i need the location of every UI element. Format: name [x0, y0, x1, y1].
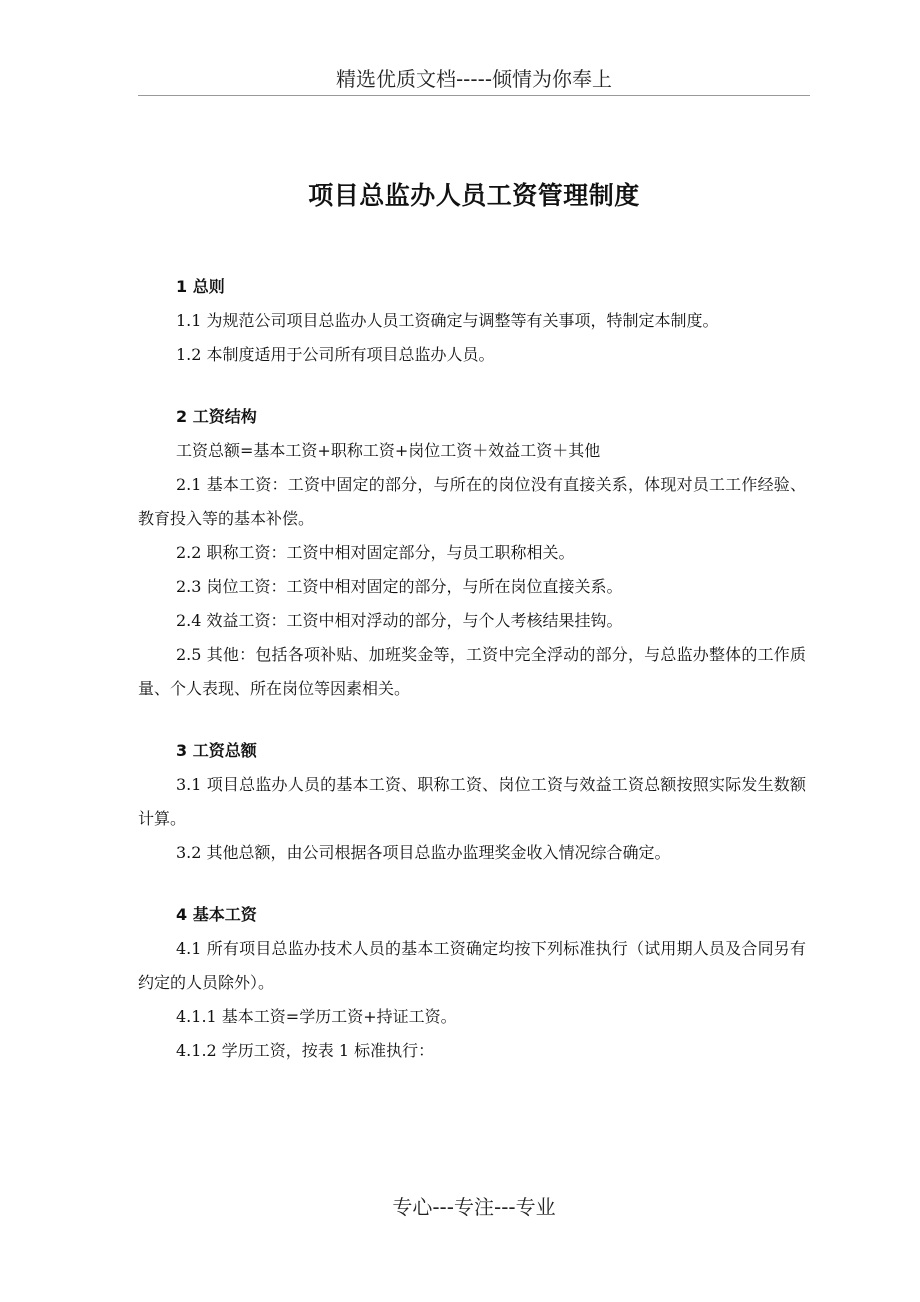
page-header: 精选优质文档-----倾情为你奉上	[335, 67, 613, 91]
paragraph: 1.2 本制度适用于公司所有项目总监办人员。	[176, 345, 495, 364]
document-title: 项目总监办人员工资管理制度	[308, 181, 640, 210]
paragraph: 2.3 岗位工资：工资中相对固定的部分，与所在岗位直接关系。	[176, 577, 623, 596]
paragraph: 2.5 其他：包括各项补贴、加班奖金等，工资中完全浮动的部分，与总监办整体的工作质量、个人表现、所在岗位等因素相关。	[138, 645, 806, 698]
paragraph: 4.1 所有项目总监办技术人员的基本工资确定均按下列标准执行（试用期人员及合同另有约定的人员除外）。	[138, 939, 806, 992]
document-body	[138, 270, 806, 1068]
paragraph: 2.1 基本工资：工资中固定的部分，与所在的岗位没有直接关系，体现对员工工作经验、教育投入等的基本补偿。	[138, 475, 806, 528]
section-heading: 2 工资结构	[176, 407, 257, 426]
section-heading: 3 工资总额	[176, 741, 257, 760]
paragraph: 3.2 其他总额，由公司根据各项目总监办监理奖金收入情况综合确定。	[176, 843, 671, 862]
paragraph: 工资总额=基本工资+职称工资+岗位工资＋效益工资＋其他	[176, 441, 601, 460]
paragraph: 3.1 项目总监办人员的基本工资、职称工资、岗位工资与效益工资总额按照实际发生数额计算。	[138, 775, 806, 828]
paragraph: 4.1.2 学历工资，按表 1 标准执行：	[176, 1041, 435, 1060]
section-heading: 4 基本工资	[176, 905, 257, 924]
paragraph: 1.1 为规范公司项目总监办人员工资确定与调整等有关事项，特制定本制度。	[176, 311, 719, 330]
paragraph: 2.2 职称工资：工资中相对固定部分，与员工职称相关。	[176, 543, 575, 562]
paragraph: 2.4 效益工资：工资中相对浮动的部分，与个人考核结果挂钩。	[176, 611, 623, 630]
header-divider	[138, 95, 810, 96]
section-heading: 1 总则	[176, 277, 225, 296]
paragraph: 4.1.1 基本工资=学历工资+持证工资。	[176, 1007, 457, 1026]
page-footer: 专心---专注---专业	[392, 1195, 556, 1219]
